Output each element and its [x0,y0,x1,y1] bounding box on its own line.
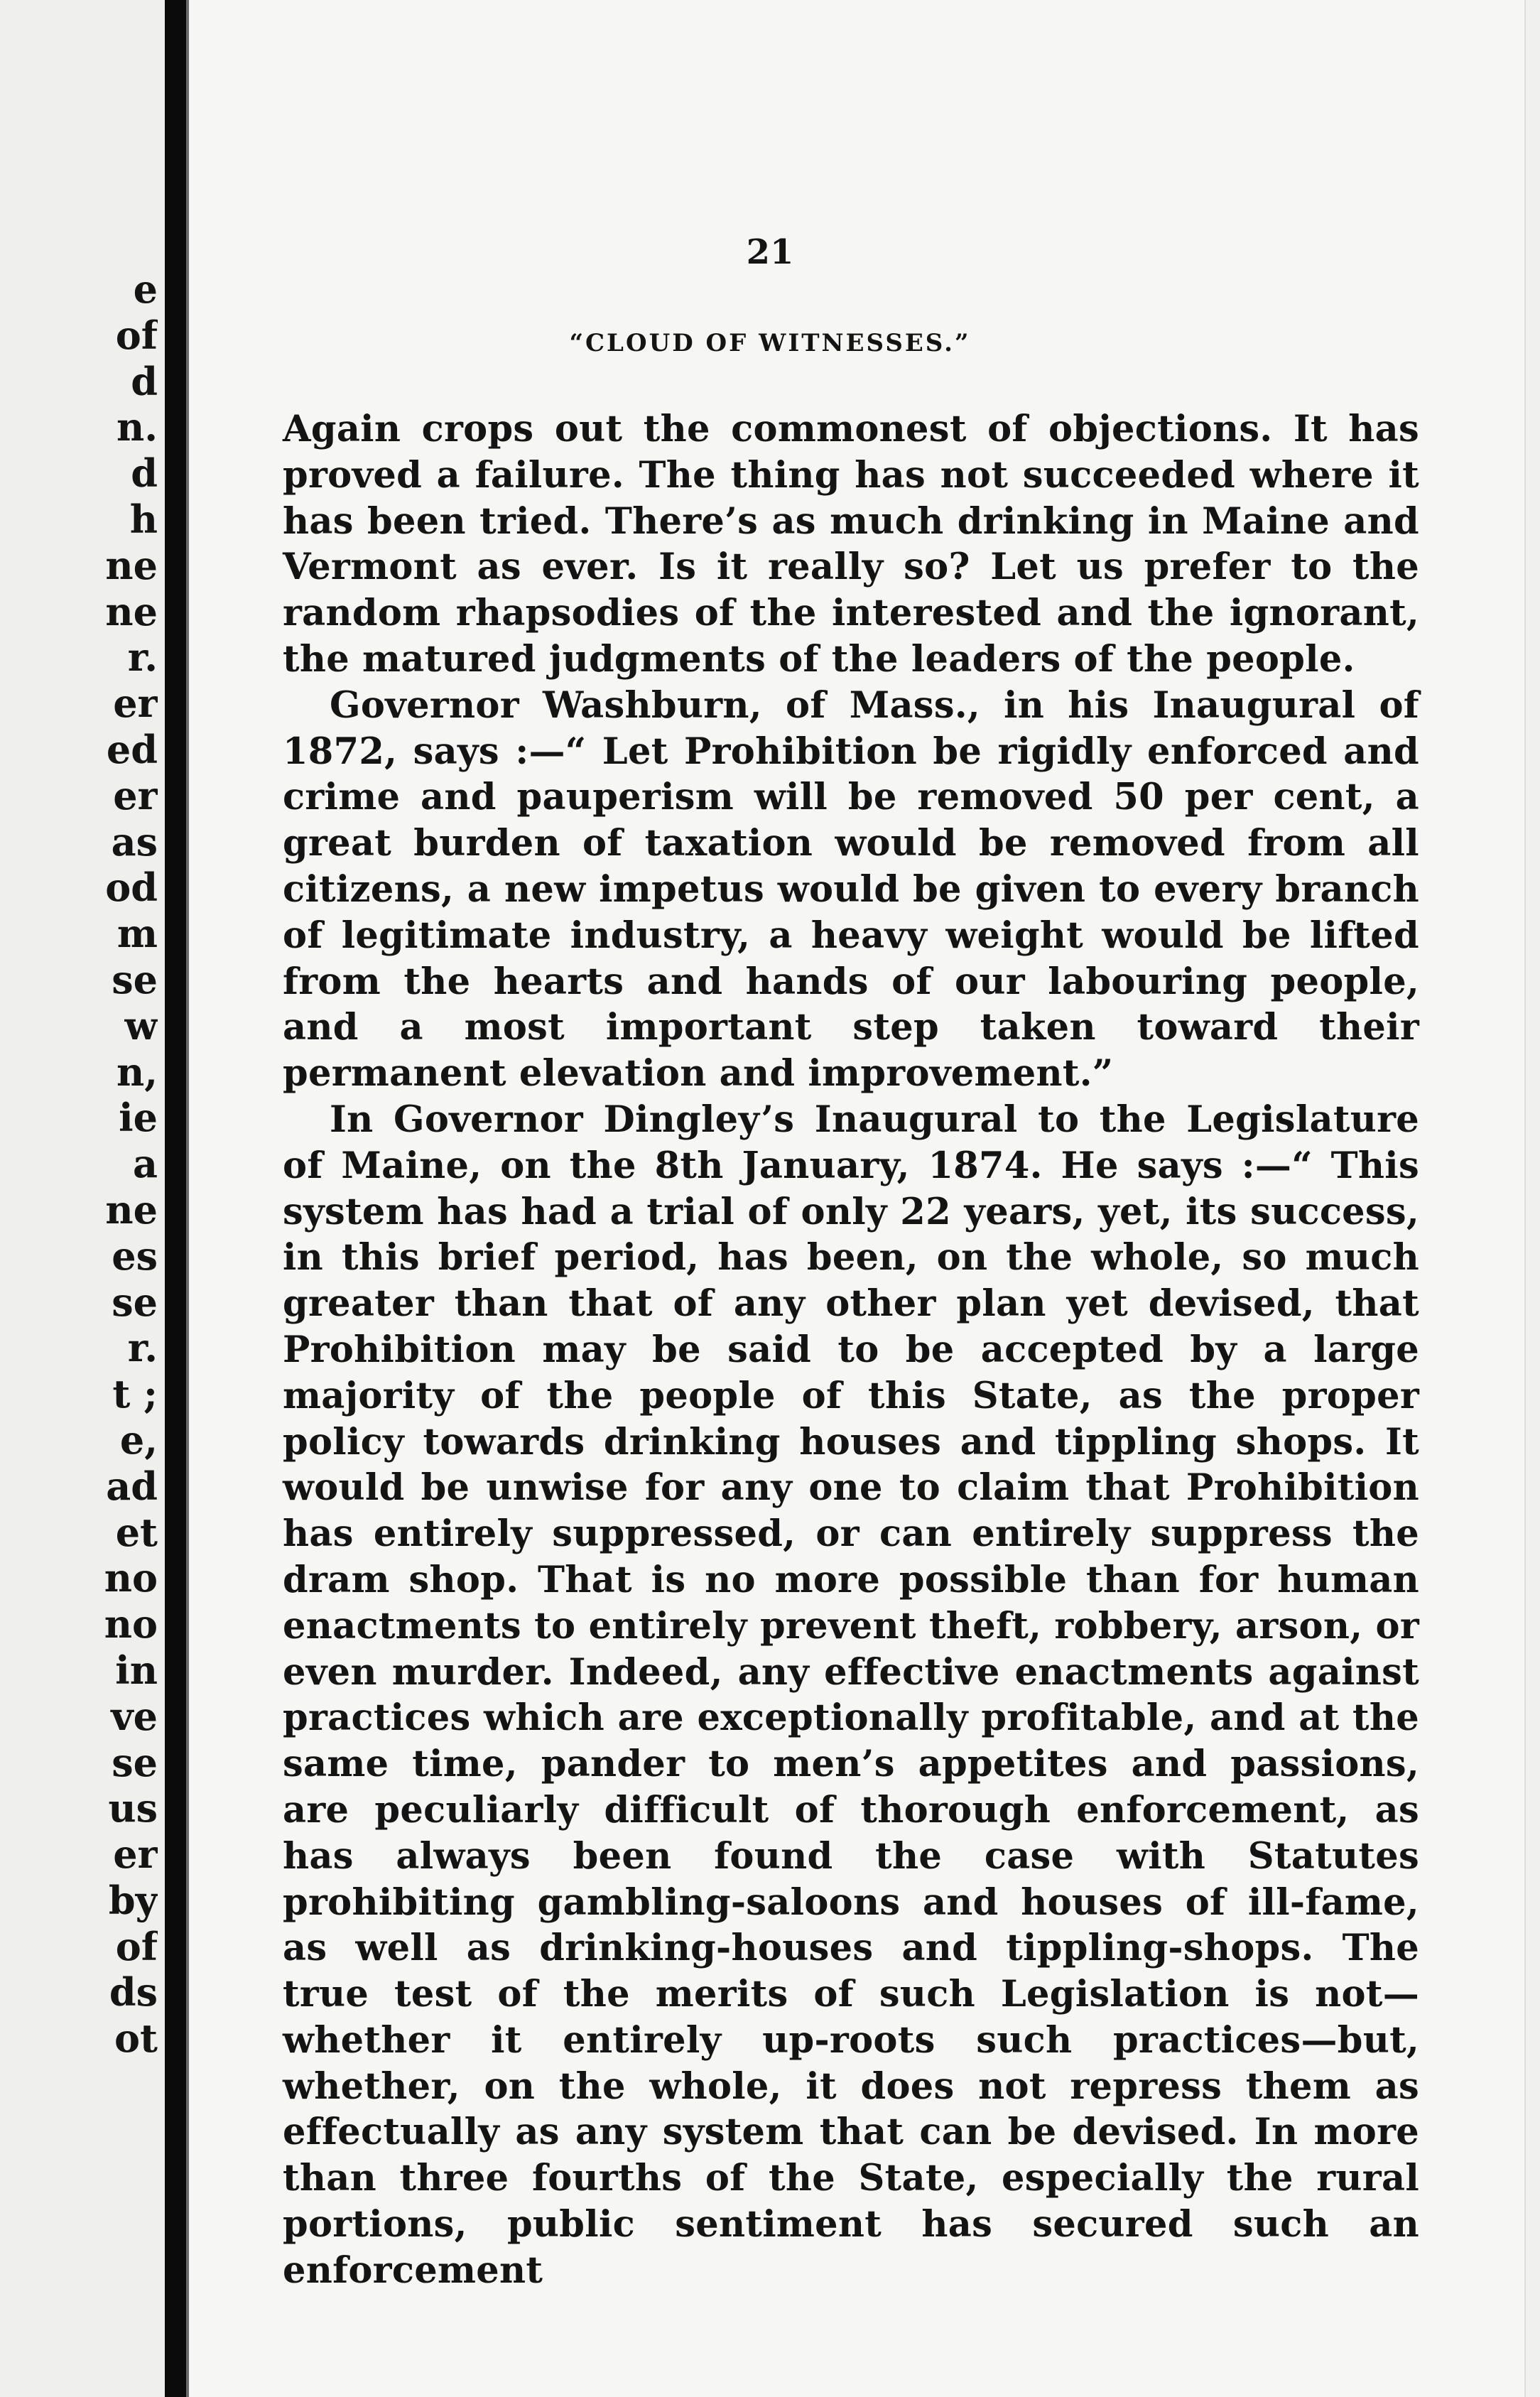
facing-page-fragment: se [112,1279,158,1325]
paragraph-1: Again crops out the commonest of objections. It has proved a failure. The thing has not succeeded where it has been tried. There’s as much drinking in Maine and Vermont as ever. Is it really so? Let us prefer to the random rhapsodies of the interested and the ignorant, the matured judgments of the leaders of the people. [283,408,1419,681]
facing-page-fragment: m [116,911,158,957]
facing-page-fragment: er [113,772,158,818]
facing-page-fragment: t ; [112,1371,158,1417]
facing-page-fragment: n. [116,404,158,450]
facing-page-fragment: d [131,450,158,497]
facing-page-text-fragments [0,266,158,2062]
facing-page-fragment: ds [109,1969,158,2015]
facing-page-fragment: in [115,1647,158,1693]
facing-page-fragment: w [124,1002,158,1049]
facing-page-fragment: n, [116,1049,158,1095]
facing-page-fragment: od [105,865,158,911]
facing-page-fragment: of [115,312,158,358]
paragraph-3: In Governor Dingley’s Inaugural to the Legislature of Maine, on the 8th January, 1874. He says :—“ This system has had a trial of only 22 years, yet, its success, in this brief period, has been, on the whole, so much greater than that of any other plan yet devised, that Prohibition may be said to be accepted by a large majority of the people of this State, as the proper policy towards drinking houses and tippling shops. It would be unwise for any one to claim that Prohibition has entirely suppressed, or can entirely suppress the dram shop. That is no more possible than for human enactments to entirely prevent theft, robbery, arson, or even murder. Indeed, any effective enactments against practices which are exceptionally profitable, and at the same time, pander to men’s appetites and passions, are peculiarly difficult of thorough enforcement, as has always been found the case with Statutes prohibiting gambling-saloons and houses of ill-fame, as well as drinking-houses and tippling-shops. The true test of the merits of such Legislation is not—whether it entirely up-roots such practices—but, whether, on the whole, it does not repress them as effectually as any system that can be devised. In more than three fourths of the State, especially the rural portions, public sentiment has secured such an enforcement [283,1098,1419,2292]
facing-page-fragment: as [111,818,158,865]
facing-page-fragment: ve [111,1693,158,1739]
facing-page-fragment: no [104,1555,158,1601]
facing-page-fragment: ie [119,1095,158,1141]
facing-page-fragment: by [108,1877,158,1923]
facing-page-fragment: ne [105,542,158,588]
facing-page-fragment: er [113,681,158,727]
facing-page-fragment: et [115,1509,158,1555]
facing-page-fragment: a [133,1141,158,1187]
facing-page-fragment: ed [106,726,158,772]
facing-page-fragment: e, [119,1417,158,1463]
page-number: 21 [746,232,794,272]
facing-page-fragment: e [133,266,158,312]
facing-page-fragment: ne [105,1186,158,1233]
facing-page-fragment: ot [114,2015,158,2062]
facing-page-fragment: se [112,1739,158,1785]
facing-page-fragment: se [112,956,158,1002]
facing-page-fragment: us [108,1785,158,1831]
facing-page-fragment: es [112,1233,158,1279]
body-text [283,406,1419,2294]
facing-page-fragment: h [129,496,158,542]
running-head: “CLOUD OF WITNESSES.” [569,329,971,357]
facing-page-fragment: ne [105,588,158,634]
facing-page-fragment: er [113,1831,158,1878]
facing-page-fragment: d [131,358,158,404]
facing-page-fragment: r. [127,634,158,681]
paragraph-2: Governor Washburn, of Mass., in his Inaugural of 1872, says :—“ Let Prohibition be rigidly enforced and crime and pauperism will be removed 50 per cent, a great burden of taxation would be removed from all citizens, a new impetus would be given to every branch of legitimate industry, a heavy weight would be lifted from the hearts and hands of our labouring people, and a most important step taken toward their permanent elevation and improvement.” [283,683,1419,1095]
facing-page-fragment: no [104,1601,158,1647]
facing-page-fragment: r. [127,1325,158,1371]
facing-page-fragment: of [115,1923,158,1969]
facing-page-fragment: ad [106,1463,158,1509]
